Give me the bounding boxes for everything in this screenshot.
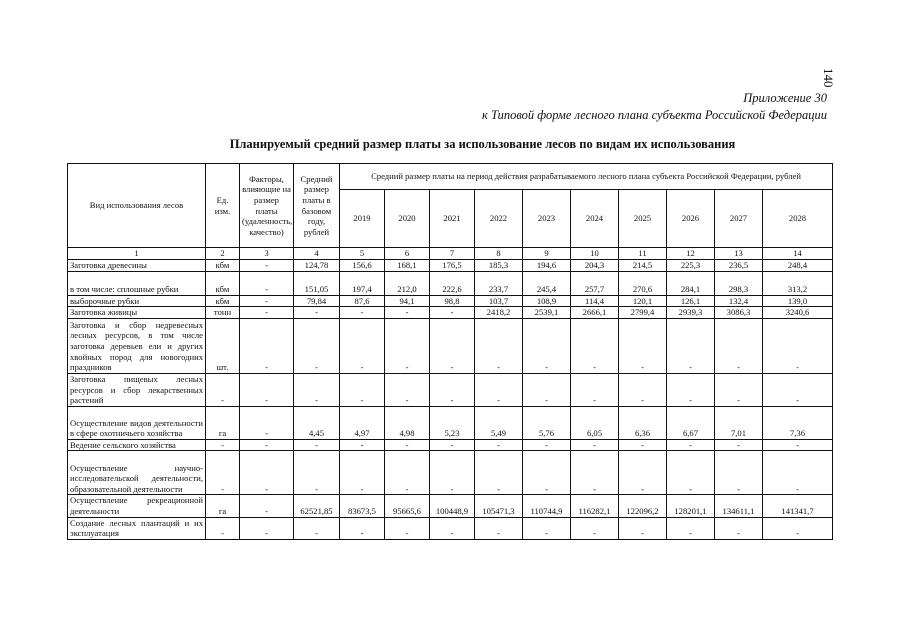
table-row: [68, 495, 833, 517]
row-unit-cell: -: [206, 517, 240, 539]
row-value-cell: 204,3: [571, 260, 619, 272]
row-unit-cell: кбм: [206, 295, 240, 307]
header-year: 2020: [385, 190, 430, 248]
row-value-cell: -: [385, 517, 430, 539]
row-value-cell: -: [619, 373, 667, 406]
row-kind-cell: в том числе: сплошные рубки: [68, 271, 206, 295]
column-number: 3: [240, 248, 294, 260]
header-year: 2022: [475, 190, 523, 248]
table-row: [68, 451, 833, 495]
row-value-cell: 103,7: [475, 295, 523, 307]
row-value-cell: 105471,3: [475, 495, 523, 517]
row-value-cell: 126,1: [667, 295, 715, 307]
row-factors-cell: -: [240, 295, 294, 307]
row-value-cell: -: [667, 373, 715, 406]
row-value-cell: 5,49: [475, 406, 523, 439]
column-number: 9: [523, 248, 571, 260]
row-factors-cell: -: [240, 271, 294, 295]
row-value-cell: -: [715, 439, 763, 451]
header-avg: Средний размер платы в базовом году, рублей: [294, 164, 340, 248]
row-unit-cell: -: [206, 439, 240, 451]
row-value-cell: -: [340, 307, 385, 319]
row-value-cell: -: [475, 451, 523, 495]
row-value-cell: 2799,4: [619, 307, 667, 319]
row-value-cell: -: [340, 439, 385, 451]
row-value-cell: 2418,2: [475, 307, 523, 319]
header-kind: Вид использования лесов: [68, 164, 206, 248]
row-value-cell: 6,67: [667, 406, 715, 439]
row-kind-cell: Заготовка живицы: [68, 307, 206, 319]
row-value-cell: 132,4: [715, 295, 763, 307]
row-avg-cell: -: [294, 318, 340, 373]
row-factors-cell: -: [240, 451, 294, 495]
column-number: 1: [68, 248, 206, 260]
row-factors-cell: -: [240, 318, 294, 373]
header-year: 2028: [763, 190, 833, 248]
row-value-cell: 2666,1: [571, 307, 619, 319]
row-value-cell: 4,98: [385, 406, 430, 439]
row-kind-cell: Осуществление рекреационной деятельности: [68, 495, 206, 517]
row-value-cell: -: [430, 439, 475, 451]
row-value-cell: -: [340, 517, 385, 539]
row-value-cell: -: [715, 517, 763, 539]
row-value-cell: 128201,1: [667, 495, 715, 517]
row-value-cell: -: [667, 517, 715, 539]
row-avg-cell: -: [294, 517, 340, 539]
row-factors-cell: -: [240, 307, 294, 319]
row-value-cell: -: [523, 373, 571, 406]
row-avg-cell: -: [294, 307, 340, 319]
row-kind-cell: Осуществление научно-исследовательской деятельности, образовательной деятельности: [68, 451, 206, 495]
row-value-cell: 225,3: [667, 260, 715, 272]
row-avg-cell: -: [294, 373, 340, 406]
row-kind-cell: Ведение сельского хозяйства: [68, 439, 206, 451]
row-value-cell: 100448,9: [430, 495, 475, 517]
row-value-cell: 108,9: [523, 295, 571, 307]
row-factors-cell: -: [240, 439, 294, 451]
column-number: 5: [340, 248, 385, 260]
row-avg-cell: -: [294, 439, 340, 451]
table-row: [68, 318, 833, 373]
column-number: 8: [475, 248, 523, 260]
row-value-cell: -: [523, 318, 571, 373]
row-value-cell: 236,5: [715, 260, 763, 272]
table-row: [68, 271, 833, 295]
row-value-cell: -: [475, 373, 523, 406]
row-value-cell: -: [571, 318, 619, 373]
row-value-cell: 4,97: [340, 406, 385, 439]
row-value-cell: -: [571, 439, 619, 451]
row-value-cell: 95665,6: [385, 495, 430, 517]
row-value-cell: 245,4: [523, 271, 571, 295]
column-number: 14: [763, 248, 833, 260]
header-unit: Ед. изм.: [206, 164, 240, 248]
row-unit-cell: кбм: [206, 271, 240, 295]
row-value-cell: 98,8: [430, 295, 475, 307]
row-value-cell: 197,4: [340, 271, 385, 295]
row-value-cell: -: [430, 318, 475, 373]
row-kind-cell: выборочные рубки: [68, 295, 206, 307]
header-year: 2021: [430, 190, 475, 248]
row-value-cell: 5,23: [430, 406, 475, 439]
row-value-cell: -: [619, 517, 667, 539]
row-factors-cell: -: [240, 373, 294, 406]
row-value-cell: -: [571, 517, 619, 539]
row-avg-cell: 124,78: [294, 260, 340, 272]
row-value-cell: -: [385, 439, 430, 451]
row-value-cell: -: [523, 439, 571, 451]
row-value-cell: -: [523, 451, 571, 495]
row-value-cell: -: [619, 451, 667, 495]
payment-table: [67, 163, 833, 540]
row-value-cell: -: [523, 517, 571, 539]
row-value-cell: -: [763, 439, 833, 451]
annex-line-1: Приложение 30: [743, 91, 827, 105]
row-value-cell: -: [430, 373, 475, 406]
row-value-cell: 110744,9: [523, 495, 571, 517]
row-value-cell: -: [571, 451, 619, 495]
row-value-cell: 116282,1: [571, 495, 619, 517]
table-row: [68, 307, 833, 319]
table-row: [68, 260, 833, 272]
header-year: 2024: [571, 190, 619, 248]
row-kind-cell: Создание лесных плантаций и их эксплуатация: [68, 517, 206, 539]
row-value-cell: 212,0: [385, 271, 430, 295]
row-factors-cell: -: [240, 406, 294, 439]
column-number: 6: [385, 248, 430, 260]
row-value-cell: 194,6: [523, 260, 571, 272]
row-value-cell: -: [475, 439, 523, 451]
row-value-cell: -: [763, 451, 833, 495]
row-value-cell: 284,1: [667, 271, 715, 295]
row-value-cell: 6,05: [571, 406, 619, 439]
row-avg-cell: -: [294, 451, 340, 495]
row-kind-cell: Осуществление видов деятельности в сфере охотничьего хозяйства: [68, 406, 206, 439]
row-unit-cell: га: [206, 495, 240, 517]
header-year: 2019: [340, 190, 385, 248]
row-value-cell: -: [340, 318, 385, 373]
column-number: 7: [430, 248, 475, 260]
row-value-cell: 139,0: [763, 295, 833, 307]
row-avg-cell: 79,84: [294, 295, 340, 307]
row-value-cell: 120,1: [619, 295, 667, 307]
row-factors-cell: -: [240, 517, 294, 539]
row-value-cell: 156,6: [340, 260, 385, 272]
row-value-cell: 134611,1: [715, 495, 763, 517]
row-value-cell: -: [340, 451, 385, 495]
row-unit-cell: га: [206, 406, 240, 439]
row-value-cell: 185,3: [475, 260, 523, 272]
row-value-cell: 257,7: [571, 271, 619, 295]
header-factors: Факторы, влияющие на размер платы (удаленность, качество): [240, 164, 294, 248]
row-value-cell: 2939,3: [667, 307, 715, 319]
column-number: 11: [619, 248, 667, 260]
row-value-cell: 94,1: [385, 295, 430, 307]
row-value-cell: 141341,7: [763, 495, 833, 517]
row-unit-cell: шт.: [206, 318, 240, 373]
header-year: 2023: [523, 190, 571, 248]
row-value-cell: 214,5: [619, 260, 667, 272]
row-value-cell: 3086,3: [715, 307, 763, 319]
row-value-cell: -: [715, 318, 763, 373]
table-row: [68, 373, 833, 406]
row-value-cell: -: [430, 307, 475, 319]
row-value-cell: -: [385, 318, 430, 373]
column-number: 13: [715, 248, 763, 260]
row-value-cell: -: [340, 373, 385, 406]
row-value-cell: -: [763, 318, 833, 373]
row-value-cell: -: [385, 451, 430, 495]
row-value-cell: -: [667, 451, 715, 495]
row-value-cell: -: [385, 307, 430, 319]
row-factors-cell: -: [240, 260, 294, 272]
document-title: Планируемый средний размер платы за использование лесов по видам их использования: [229, 137, 736, 151]
header-year: 2026: [667, 190, 715, 248]
column-number: 4: [294, 248, 340, 260]
row-avg-cell: 62521,85: [294, 495, 340, 517]
row-value-cell: 83673,5: [340, 495, 385, 517]
header-year: 2025: [619, 190, 667, 248]
row-value-cell: 114,4: [571, 295, 619, 307]
row-value-cell: -: [619, 439, 667, 451]
row-value-cell: 122096,2: [619, 495, 667, 517]
row-value-cell: -: [763, 517, 833, 539]
row-value-cell: 222,6: [430, 271, 475, 295]
row-value-cell: 298,3: [715, 271, 763, 295]
row-avg-cell: 151,05: [294, 271, 340, 295]
row-value-cell: -: [430, 451, 475, 495]
row-value-cell: 7,36: [763, 406, 833, 439]
column-number: 10: [571, 248, 619, 260]
table-body: [68, 260, 833, 540]
row-value-cell: -: [475, 318, 523, 373]
row-unit-cell: кбм: [206, 260, 240, 272]
page-number: 140: [821, 68, 836, 88]
row-value-cell: 87,6: [340, 295, 385, 307]
row-unit-cell: -: [206, 373, 240, 406]
row-kind-cell: Заготовка и сбор недревесных лесных ресурсов, в том числе заготовка деревьев ели и других хвойных пород для новогодних праздников: [68, 318, 206, 373]
row-value-cell: 6,36: [619, 406, 667, 439]
row-value-cell: 5,76: [523, 406, 571, 439]
row-value-cell: 168,1: [385, 260, 430, 272]
annex-heading: [482, 90, 827, 124]
row-value-cell: -: [667, 439, 715, 451]
row-value-cell: 7,01: [715, 406, 763, 439]
row-factors-cell: -: [240, 495, 294, 517]
annex-line-2: к Типовой форме лесного плана субъекта Российской Федерации: [482, 108, 827, 122]
row-value-cell: 248,4: [763, 260, 833, 272]
row-value-cell: -: [667, 318, 715, 373]
column-number: 2: [206, 248, 240, 260]
row-kind-cell: Заготовка древесины: [68, 260, 206, 272]
row-value-cell: 270,6: [619, 271, 667, 295]
table-row: [68, 406, 833, 439]
table-row: [68, 517, 833, 539]
row-value-cell: 233,7: [475, 271, 523, 295]
table-row: [68, 295, 833, 307]
header-year: 2027: [715, 190, 763, 248]
row-value-cell: 2539,1: [523, 307, 571, 319]
row-value-cell: -: [715, 451, 763, 495]
row-unit-cell: тонн: [206, 307, 240, 319]
column-number: 12: [667, 248, 715, 260]
row-value-cell: -: [571, 373, 619, 406]
row-unit-cell: -: [206, 451, 240, 495]
row-avg-cell: 4,45: [294, 406, 340, 439]
table-row: [68, 439, 833, 451]
row-value-cell: -: [385, 373, 430, 406]
row-value-cell: -: [715, 373, 763, 406]
row-value-cell: -: [763, 373, 833, 406]
row-kind-cell: Заготовка пищевых лесных ресурсов и сбор лекарственных растений: [68, 373, 206, 406]
header-period: Средний размер платы на период действия разрабатываемого лесного плана субъекта Российской Федерации, рублей: [340, 164, 833, 190]
row-value-cell: -: [619, 318, 667, 373]
row-value-cell: 313,2: [763, 271, 833, 295]
row-value-cell: -: [475, 517, 523, 539]
row-value-cell: 3240,6: [763, 307, 833, 319]
table-header: [68, 164, 833, 260]
row-value-cell: -: [430, 517, 475, 539]
row-value-cell: 176,5: [430, 260, 475, 272]
